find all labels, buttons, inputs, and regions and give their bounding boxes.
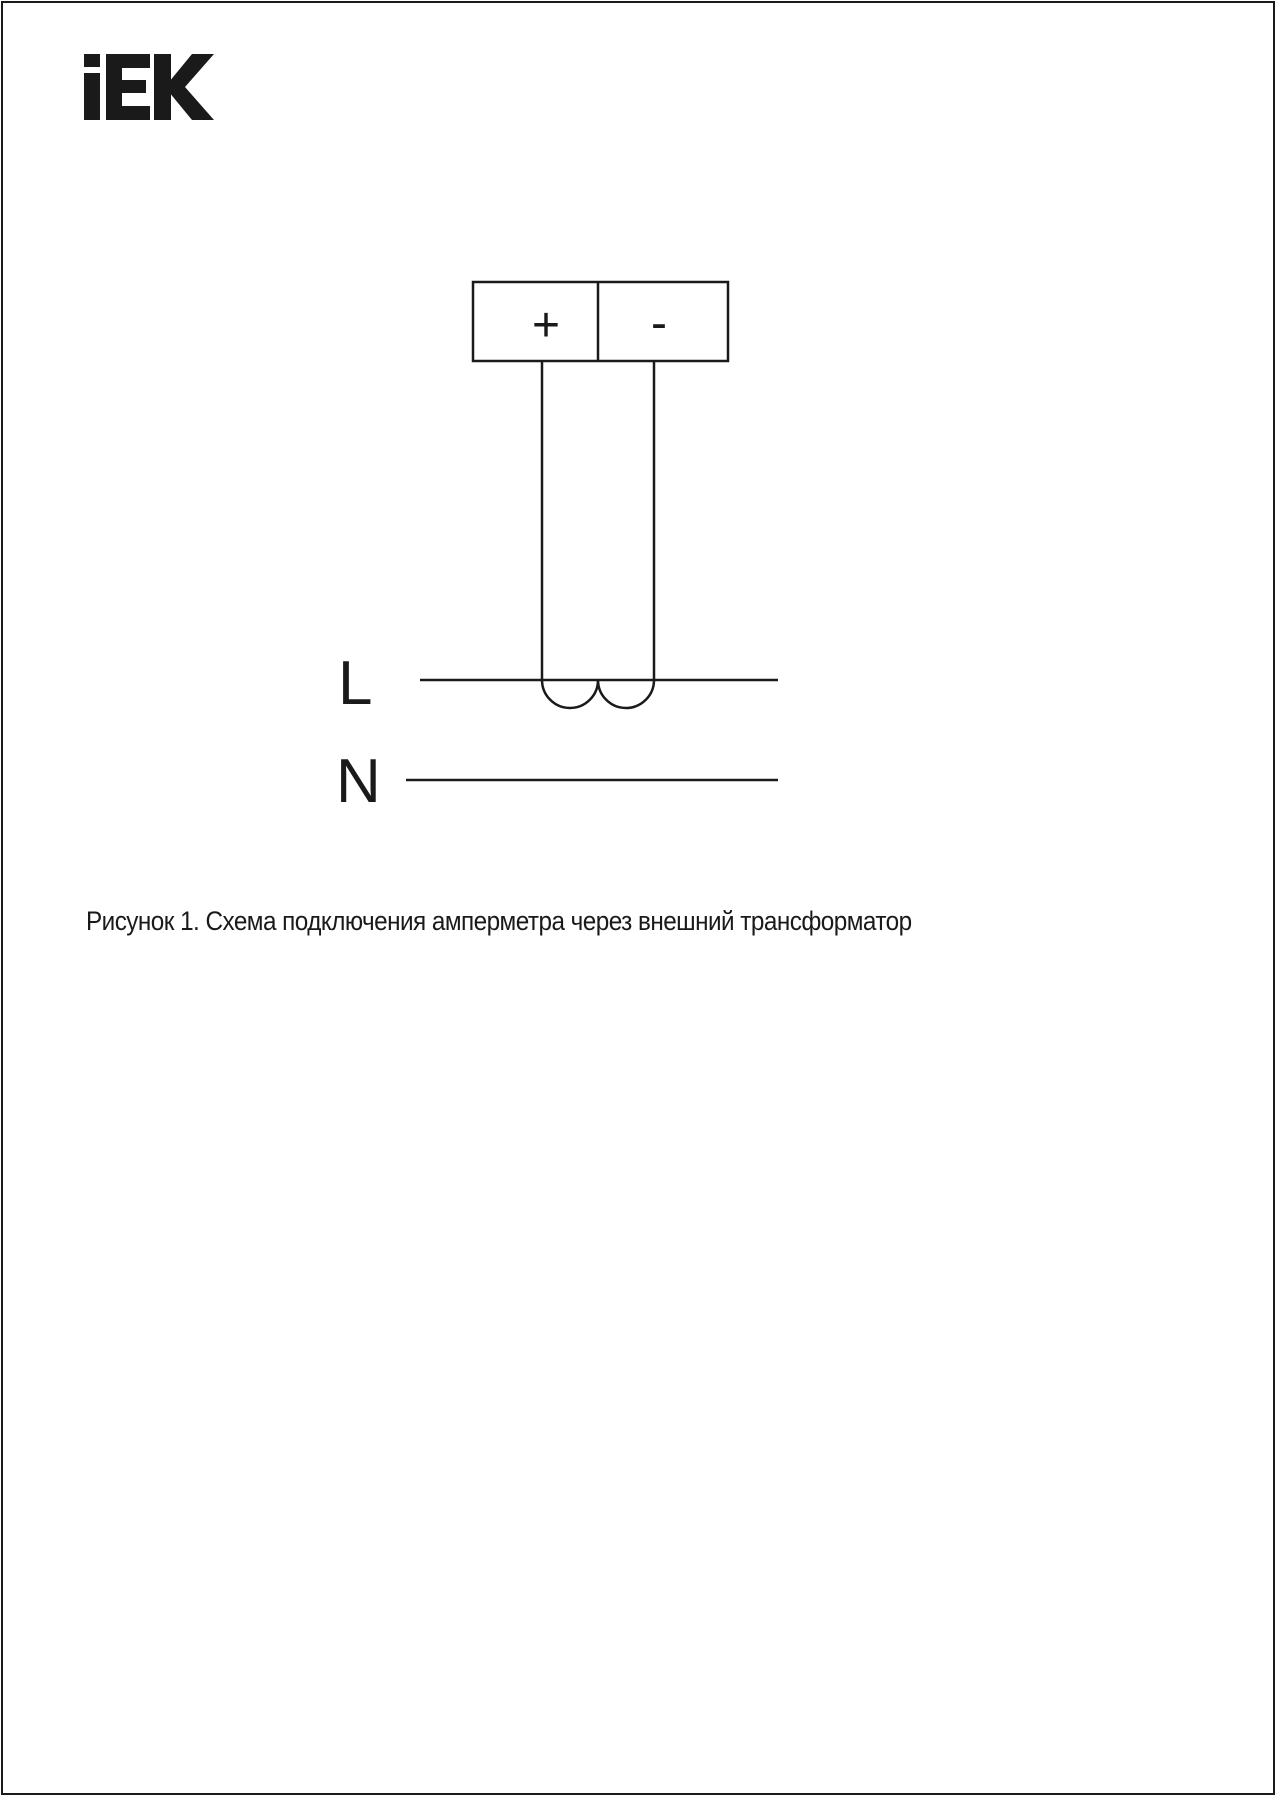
transformer-coil-left <box>542 680 598 708</box>
transformer-coil-right <box>598 680 654 708</box>
figure-caption: Рисунок 1. Схема подключения амперметра через внешний трансформатор <box>86 906 912 936</box>
terminal-block <box>473 282 728 361</box>
terminal-plus-label: + <box>531 299 561 352</box>
line-l-label: L <box>338 649 373 718</box>
line-n-label: N <box>336 747 381 816</box>
terminal-minus-label: - <box>651 297 667 350</box>
